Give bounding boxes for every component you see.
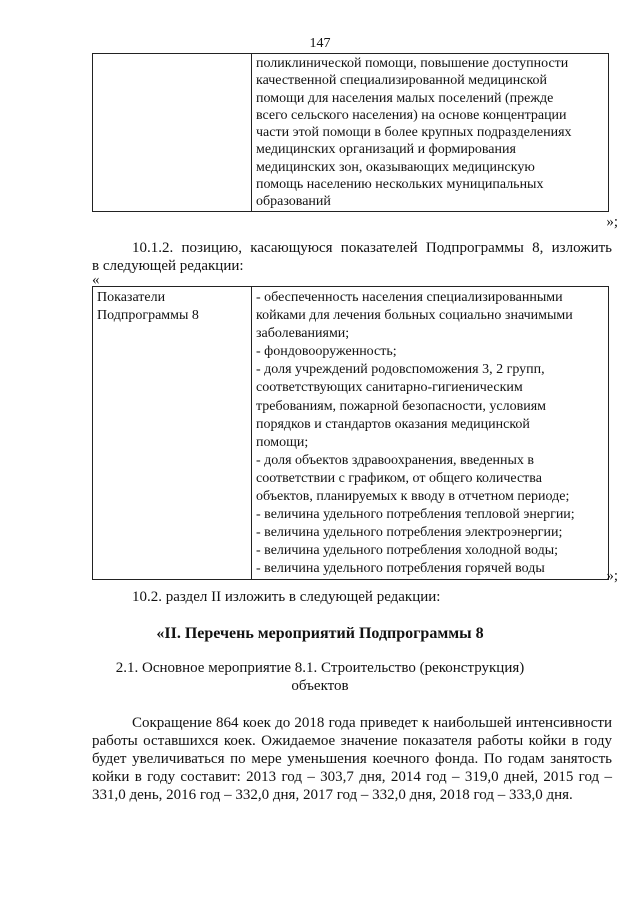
subsection-heading [0,659,640,695]
table-cell-empty [93,54,252,212]
page-number: 147 [309,36,331,51]
table1-line: медицинских организаций и формирования [256,142,516,158]
table2-line: койками для лечения больных социально значимыми [256,308,573,324]
table2-line: - фондовооруженность; [256,344,397,360]
table2-line: - доля учреждений родовспоможения 3, 2 групп, [256,362,545,378]
table1-line: поликлинической помощи, повышение доступности [256,56,569,71]
paragraph-line: будет увеличиваться по мере уменьшения коечного фонда. По годам занятость [92,751,612,767]
section-heading: «II. Перечень мероприятий Подпрограммы 8 [156,625,484,642]
indicators-table [92,286,609,580]
table1-line: всего сельского населения) на основе концентрации [256,107,567,123]
table-cell-text [252,54,609,212]
paragraph-10-2: 10.2. раздел II изложить в следующей редакции: [132,589,441,605]
table2-line: - величина удельного потребления горячей воды [256,561,545,577]
table2-line: - обеспеченность населения специализированными [256,290,563,305]
table1-line: образований [256,194,331,210]
paragraph-line: койки в году составит: 2013 год – 303,7 дня, 2014 год – 319,0 дней, 2015 год – [92,769,612,785]
closing-quote: »; [606,214,618,230]
paragraph-line: в следующей редакции: [92,258,244,274]
table2-label-line: Показатели [97,290,166,305]
paragraph-line: Сокращение 864 коек до 2018 года приведет к наибольшей интенсивности [132,715,612,731]
table2-line: соответствии с графиком, от общего количества [256,470,542,486]
table2-line: помощи; [256,434,309,450]
table2-label-line: Подпрограммы 8 [97,308,199,324]
table2-line: - доля объектов здравоохранения, введенных в [256,452,535,468]
table-row [93,287,609,580]
subsection-heading-line: объектов [291,678,349,694]
table2-line: соответствующих санитарно-гигиеническим [256,380,523,396]
table2-line: - величина удельного потребления электроэнергии; [256,525,563,541]
table1-line: качественной специализированной медицинской [256,73,548,89]
body-paragraph [92,714,612,804]
paragraph-line: 331,0 день, 2016 год – 332,0 дня, 2017 год – 332,0 дня, 2018 год – 333,0 дня. [92,787,573,803]
paragraph-10-1-2 [92,239,612,275]
opening-quote: « [92,272,100,288]
subsection-heading-line: 2.1. Основное мероприятие 8.1. Строительство (реконструкция) [115,660,525,676]
continuation-table [92,53,609,212]
table-cell-label [93,287,252,580]
paragraph-line: 10.1.2. позицию, касающуюся показателей Подпрограммы 8, изложить [132,240,612,256]
table1-line: помощи для населения малых поселений (прежде [256,90,554,106]
table1-line: помощь населению нескольких муниципальных [256,177,544,193]
table2-line: заболеваниями; [256,326,350,342]
table2-line: объектов, планируемых к вводу в отчетном периоде; [256,489,570,505]
table-cell-text [252,287,609,580]
closing-quote: »; [606,568,618,584]
table1-line: части этой помощи в более крупных подразделениях [256,125,572,141]
table2-line: требованиям, пожарной безопасности, условиям [256,398,547,414]
table-row [93,54,609,212]
table2-line: порядков и стандартов оказания медицинской [256,416,530,432]
table2-line: - величина удельного потребления тепловой энергии; [256,507,575,523]
table2-line: - величина удельного потребления холодной воды; [256,543,559,559]
table1-line: медицинских зон, оказывающих медицинскую [256,159,535,175]
paragraph-line: работы оставшихся коек. Ожидаемое значение показателя работы койки в году [92,733,612,749]
